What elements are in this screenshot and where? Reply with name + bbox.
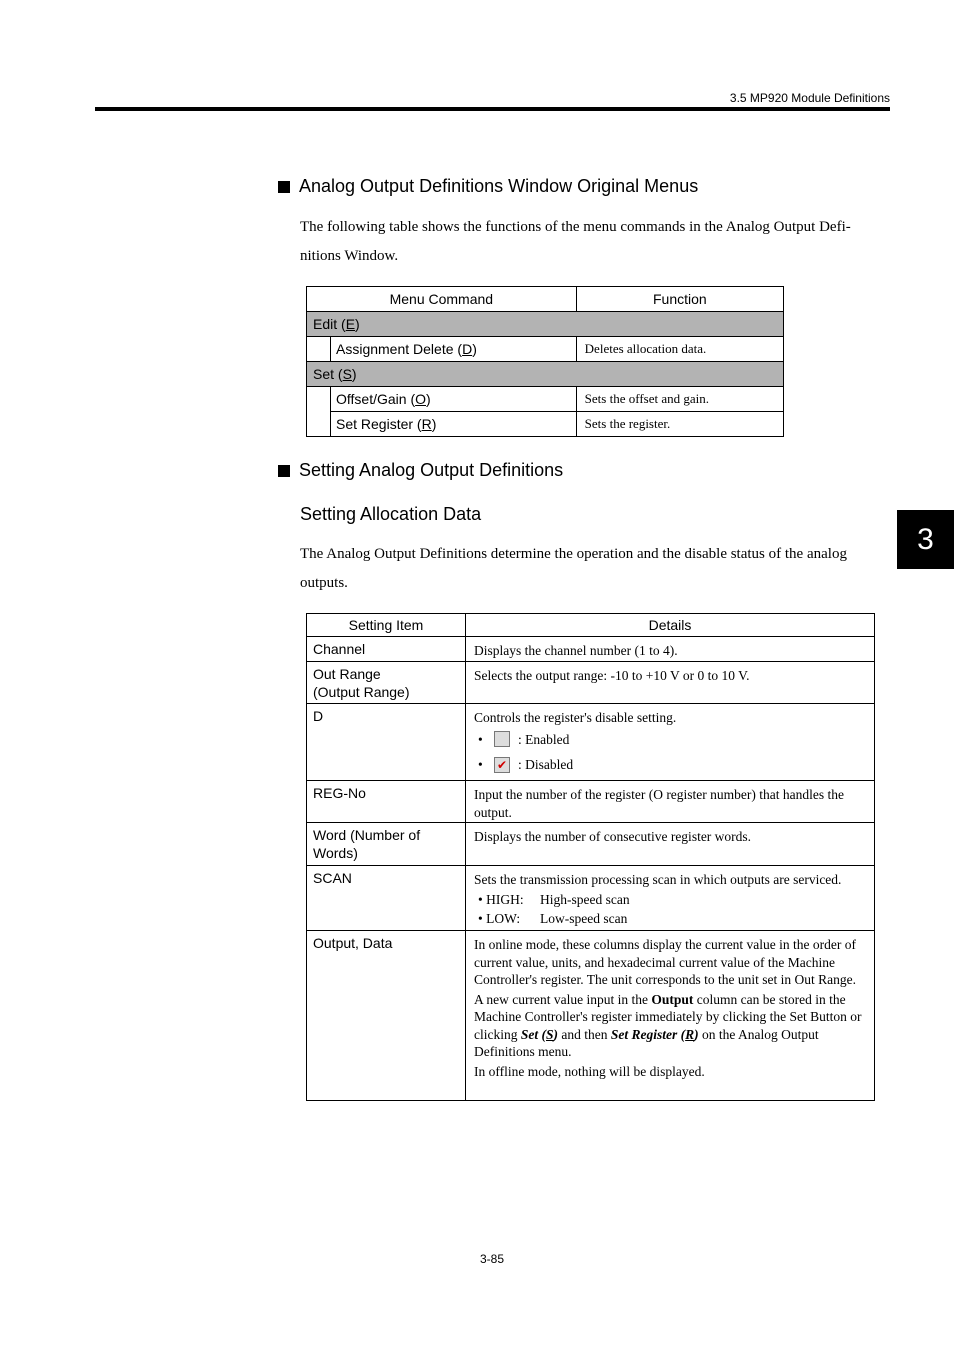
indent-cell — [307, 337, 331, 362]
checked-checkbox-icon: ✔ — [494, 757, 510, 773]
table-row — [307, 866, 875, 931]
table-row — [307, 781, 875, 823]
section-heading-menus — [278, 176, 698, 197]
item-word: Word (Number of Words) — [307, 823, 466, 866]
details-d-text: Controls the register's disable setting. — [474, 710, 677, 725]
menu-commands-table — [306, 286, 784, 437]
function-assignment-delete: Deletes allocation data. — [576, 337, 783, 362]
item-scan: SCAN — [307, 866, 466, 931]
unchecked-checkbox-icon — [494, 731, 510, 747]
item-out-range: Out Range (Output Range) — [307, 662, 466, 704]
details-scan-text: Sets the transmission processing scan in which outputs are serviced. — [474, 872, 842, 887]
item-d: D — [307, 704, 466, 781]
item-reg-no: REG-No — [307, 781, 466, 823]
column-header-function: Function — [576, 287, 783, 312]
list-item: • ✔ : Disabled — [478, 757, 574, 772]
subheading-allocation: Setting Allocation Data — [300, 504, 482, 524]
details-reg-no: Input the number of the register (O register number) that handles the output. — [466, 781, 875, 823]
menus-intro-line2: nitions Window. — [300, 248, 399, 264]
enabled-label: : Enabled — [518, 731, 570, 747]
column-header-details: Details — [466, 614, 875, 637]
table-row — [307, 662, 875, 704]
allocation-intro — [300, 540, 890, 598]
details-word: Displays the number of consecutive register words. — [466, 823, 875, 866]
disabled-label: : Disabled — [518, 757, 574, 772]
menu-item-set-register: Set Register (R) — [331, 412, 577, 437]
square-bullet-icon — [278, 181, 290, 193]
header-rule — [95, 107, 890, 111]
column-header-setting-item: Setting Item — [307, 614, 466, 637]
menus-intro-line1: The following table shows the functions of the menu commands in the Analog Output Defi- — [300, 219, 851, 235]
function-set-register: Sets the register. — [576, 412, 783, 437]
table-row — [307, 704, 875, 781]
table-row — [307, 931, 875, 1101]
list-item: • LOW: Low-speed scan — [478, 911, 628, 926]
item-channel: Channel — [307, 637, 466, 662]
list-item: • HIGH: High-speed scan — [478, 891, 630, 907]
allocation-intro-line1: The Analog Output Definitions determine the operation and the disable status of the analog — [300, 546, 847, 562]
function-offset-gain: Sets the offset and gain. — [576, 387, 783, 412]
running-header: 3.5 MP920 Module Definitions — [729, 91, 890, 105]
details-channel: Displays the channel number (1 to 4). — [466, 637, 875, 662]
chapter-tab: 3 — [897, 510, 954, 569]
allocation-intro-line2: outputs. — [300, 575, 348, 591]
page-number: 3-85 — [479, 1252, 505, 1266]
column-header-menu-command: Menu Command — [307, 287, 577, 312]
list-item: • : Enabled — [478, 731, 570, 747]
allocation-settings-table — [306, 613, 875, 1101]
section-heading-menus-text: Analog Output Definitions Window Original Menus — [299, 176, 699, 196]
menu-item-offset-gain: Offset/Gain (O) — [331, 387, 577, 412]
details-d — [466, 704, 875, 781]
details-scan — [466, 866, 875, 931]
menu-item-assignment-delete: Assignment Delete (D) — [331, 337, 577, 362]
table-row — [307, 823, 875, 866]
output-data-p3: In offline mode, nothing will be displayed. — [474, 1063, 705, 1079]
indent-cell — [307, 387, 331, 437]
section-heading-setting — [278, 460, 563, 481]
menu-group-edit: Edit (E) — [307, 312, 784, 337]
details-output-data — [466, 931, 875, 1101]
square-bullet-icon — [278, 465, 290, 477]
menu-group-set: Set (S) — [307, 362, 784, 387]
table-row — [307, 637, 875, 662]
details-out-range: Selects the output range: -10 to +10 V or 0 to 10 V. — [466, 662, 875, 704]
section-heading-setting-text: Setting Analog Output Definitions — [299, 460, 564, 480]
output-data-p2: A new current value input in the Output column can be stored in the Machine Controller's register immediately by clicking the Set Button or clicking Set (S) and then Set Register (R) on the Analog Output Definitions menu. — [474, 991, 862, 1059]
menus-intro — [300, 213, 890, 271]
output-data-p1: In online mode, these columns display the current value in the order of current value, units, and hexadecimal current value of the Machine Controller's register. The unit corresponds to the unit set in Out Range. — [474, 937, 857, 987]
item-output-data: Output, Data — [307, 931, 466, 1101]
